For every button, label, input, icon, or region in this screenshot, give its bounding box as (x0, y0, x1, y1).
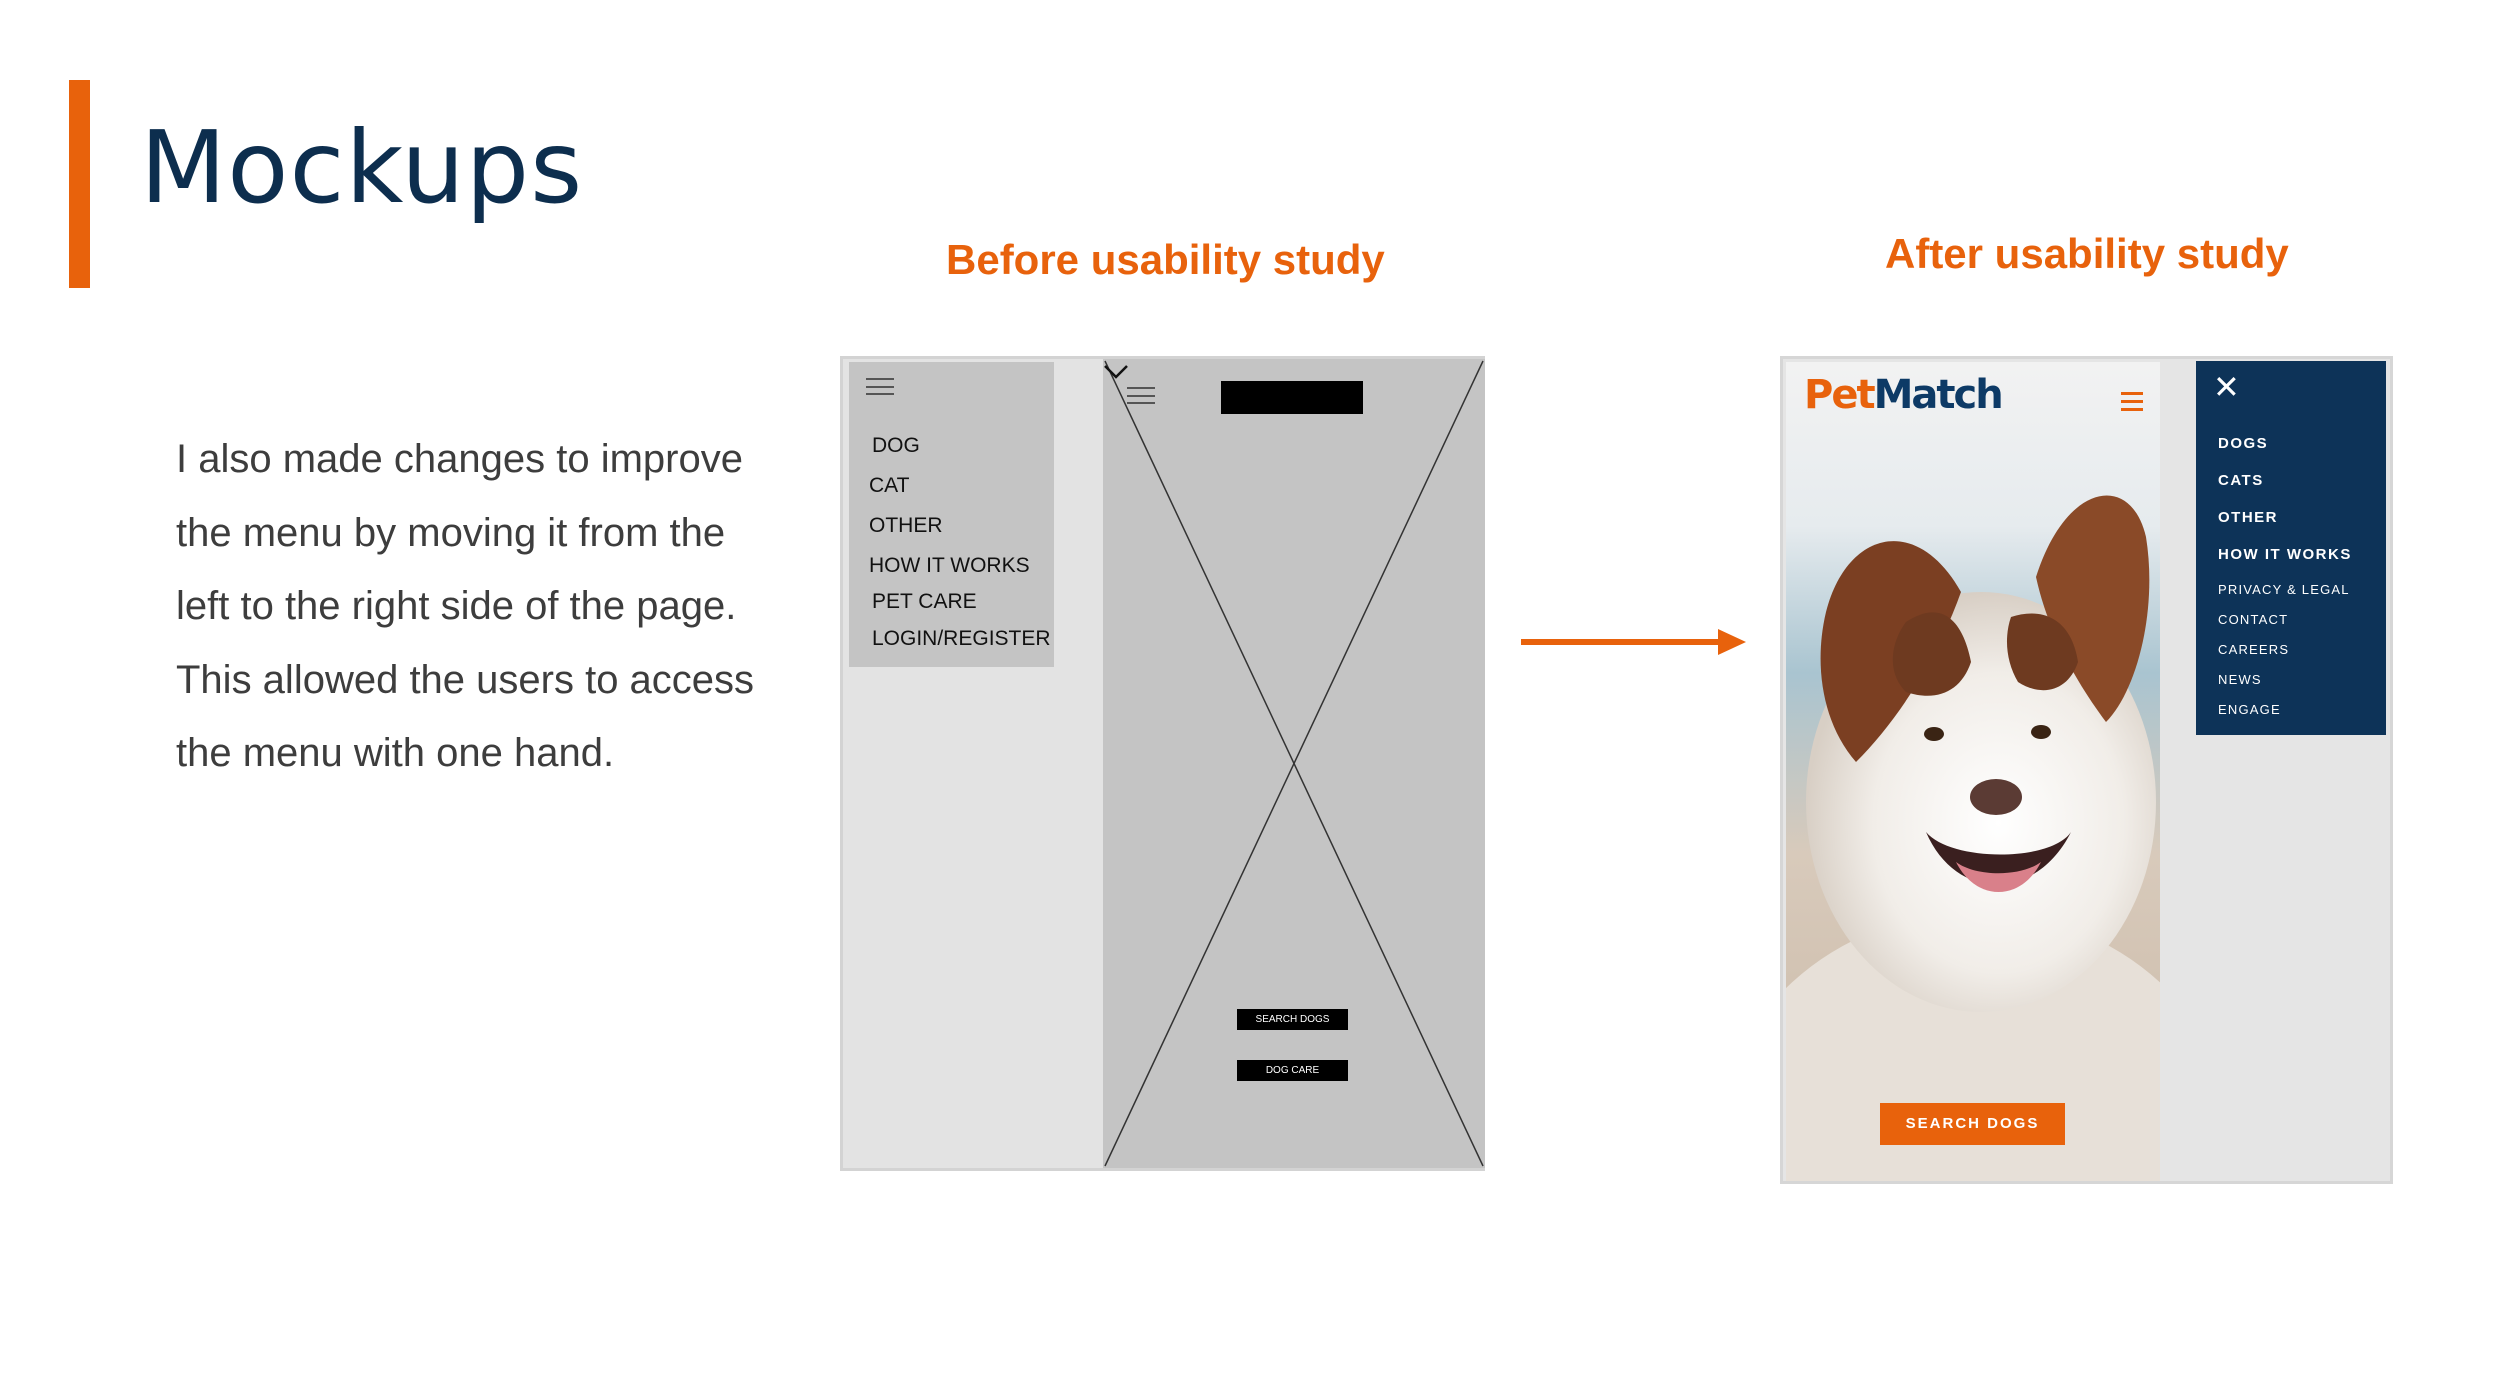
wireframe-before (840, 356, 1485, 1171)
wireframe-menu-item[interactable]: OTHER (869, 514, 943, 537)
wireframe-menu-panel (849, 362, 1054, 667)
body-text: I also made changes to improve the menu by moving it from the left to the right side of the page. This allowed the users to access the menu with one hand. (176, 437, 755, 775)
before-heading: Before usability study (946, 236, 1385, 283)
image-placeholder-icon (1103, 359, 1485, 1168)
close-icon[interactable]: ✕ (2213, 369, 2240, 405)
logo-match-text: Match (1873, 372, 2002, 418)
dog-image (1786, 362, 2160, 1181)
hamburger-icon[interactable] (2121, 392, 2143, 412)
nav-item-cats[interactable]: CATS (2218, 472, 2264, 489)
wireframe-screen (1103, 359, 1485, 1168)
wireframe-menu-item[interactable]: DOG (872, 434, 920, 457)
nav-list (2218, 425, 2352, 725)
wireframe-menu-item[interactable]: PET CARE (872, 590, 977, 613)
nav-item-careers[interactable]: CAREERS (2218, 642, 2290, 657)
hamburger-icon[interactable] (866, 378, 894, 395)
nav-item-dogs[interactable]: DOGS (2218, 435, 2269, 452)
nav-item-other[interactable]: OTHER (2218, 509, 2278, 526)
hamburger-icon[interactable] (1127, 387, 1155, 404)
nav-item-privacy-legal[interactable]: PRIVACY & LEGAL (2218, 582, 2350, 597)
nav-panel (2196, 361, 2386, 735)
wireframe-menu-item[interactable]: CAT (869, 474, 910, 497)
accent-bar (69, 80, 90, 288)
wireframe-menu-item[interactable]: LOGIN/REGISTER (872, 627, 1051, 650)
logo-pet-text: Pet (1804, 372, 1874, 418)
arrow-right-icon (1518, 625, 1748, 659)
chevron-down-icon[interactable] (1103, 359, 1129, 385)
dog-care-button[interactable]: DOG CARE (1237, 1060, 1348, 1081)
logo-placeholder (1221, 381, 1363, 414)
wireframe-menu-item[interactable]: HOW IT WORKS (869, 554, 1030, 577)
after-heading: After usability study (1885, 230, 2289, 277)
wireframe-menu-list (869, 426, 1051, 659)
nav-item-contact[interactable]: CONTACT (2218, 612, 2289, 627)
nav-item-engage[interactable]: ENGAGE (2218, 702, 2281, 717)
nav-item-news[interactable]: NEWS (2218, 672, 2262, 687)
dog-photo (1786, 362, 2160, 1181)
nav-item-how-it-works[interactable]: HOW IT WORKS (2218, 546, 2352, 563)
mockup-after (1780, 356, 2393, 1184)
search-dogs-button[interactable]: SEARCH DOGS (1237, 1009, 1348, 1030)
search-dogs-button[interactable]: SEARCH DOGS (1880, 1103, 2065, 1145)
petmatch-logo[interactable] (1804, 372, 2002, 418)
slide-title: Mockups (140, 109, 584, 226)
